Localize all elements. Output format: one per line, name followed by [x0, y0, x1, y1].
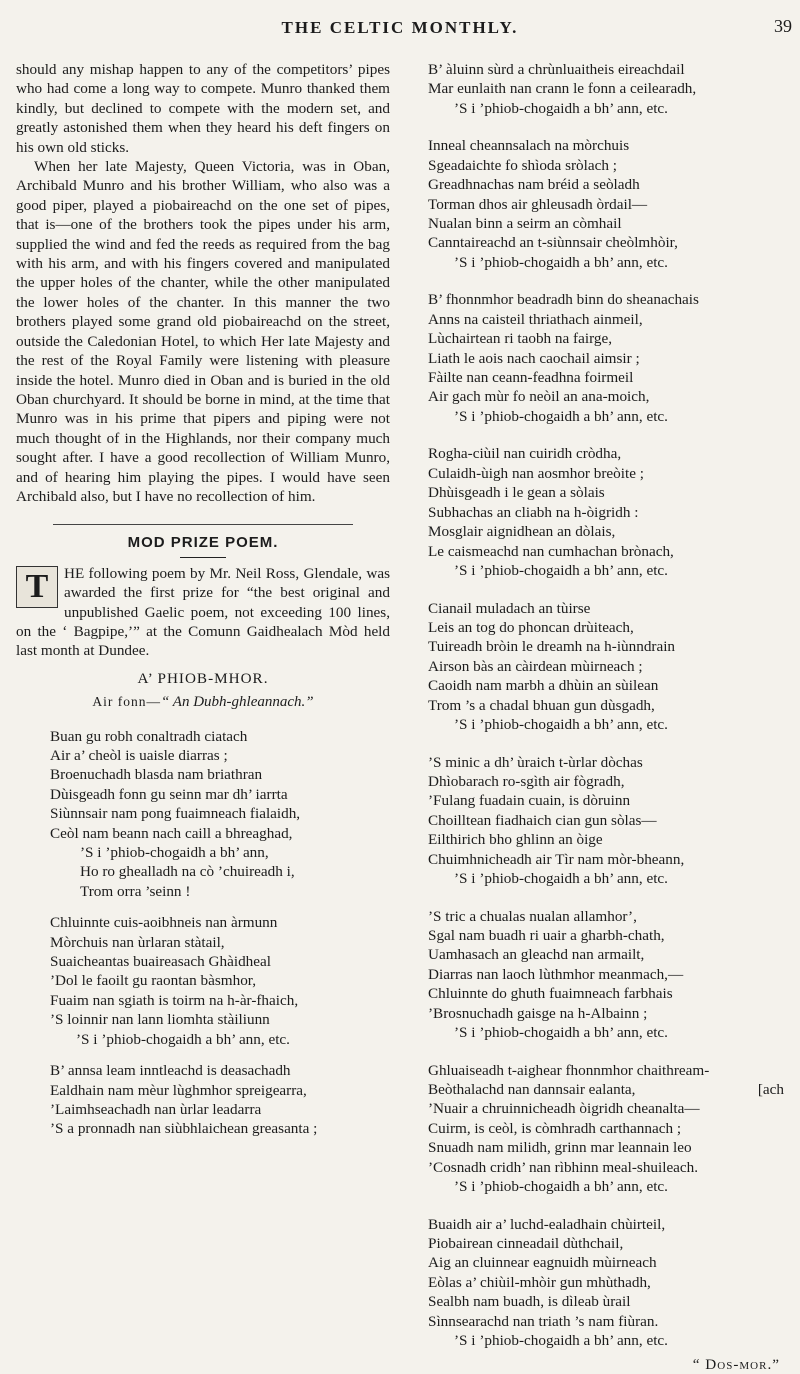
verse-line: Trom ’s a chadal bhuan gun dùsgadh, [428, 696, 655, 714]
refrain-line: ’S i ’phiob-chogaidh a bh’ ann, etc. [454, 99, 668, 117]
verse-line: Siùnnsair nam pong fuaimneach fialaidh, [50, 805, 301, 823]
verse-line: ’Brosnuchadh gaisge na h-Albainn ; [428, 1004, 648, 1022]
refrain-line: ’S i ’phiob-chogaidh a bh’ ann, etc. [454, 253, 668, 271]
verse-line: Eilthirich bho ghlinn an òige [428, 831, 603, 849]
verse-line: Sìnnsearachd nan triath ’s nam fiùran. [428, 1312, 659, 1330]
verse-line: ’Dol le faoilt gu raontan bàsmhor, [50, 972, 257, 990]
verse-line: Ghluaiseadh t-aighear fhonnmhor chaithream- [428, 1061, 710, 1079]
left-column [16, 60, 390, 1151]
verse-line: Suaicheantas buaireasach Ghàidheal [50, 953, 271, 971]
verse-line: Inneal cheannsalach na mòrchuis [428, 137, 630, 155]
air-label: Air fonn— [92, 694, 161, 710]
verse-line: Le caismeachd nan cumhachan brònach, [428, 542, 674, 560]
verse-line: Dhùisgeadh i le gean a sòlais [428, 484, 605, 502]
verse-line: Cuirm, is ceòl, is còmhradh carthannach ; [428, 1119, 682, 1137]
verse-line: Mòrchuis nan ùrlaran stàtail, [50, 933, 225, 951]
verse-line: Subhachas an cliabh na h-òigridh : [428, 503, 639, 521]
verse-line: Tuireadh bròin le dreamh na h-iùnndrain [428, 638, 676, 656]
verse-line: Greadhnachas nam bréid a seòladh [428, 176, 640, 194]
stanza [418, 753, 794, 889]
verse-line: B’ annsa leam inntleachd is deasachadh [50, 1062, 291, 1080]
verse-line: ’S loinnir nan lann liomhta stàiliunn [50, 1011, 270, 1029]
verse-line: Dhìobarach ro-sgìth air fògradh, [428, 772, 625, 790]
intro-text: HE following poem by Mr. Neil Ross, Glendale, was awarded the first prize for “the best original and unpublished Gaelic poem, not exceeding 100 lines, on the ‘ Bagpipe,’” at the Comunn Gaidhealach Mòd held last month at Dundee. [16, 564, 390, 660]
verse-line: Mosglair aignidhean an dòlais, [428, 523, 616, 541]
verse-line: Lùchairtean ri taobh na fairge, [428, 330, 612, 348]
chorus-line: Ho ro ghealladh na cò ’chuireadh i, [80, 863, 295, 881]
verse-line [428, 1080, 794, 1099]
verse-line: Anns na caisteil thriathach ainmeil, [428, 310, 643, 328]
chorus-line: Trom orra ’seinn ! [80, 882, 191, 900]
verse-line: ’Laimhseachadh nan ùrlar leadarra [50, 1100, 262, 1118]
verse-line: Diarras nan laoch lùthmhor meanmach,— [428, 965, 684, 983]
verse-line: Buaidh air a’ luchd-ealadhain chùirteil, [428, 1215, 666, 1233]
verse-line: Uamhasach an gleachd nan armailt, [428, 946, 645, 964]
verse-line: Ceòl nam beann nach caill a bhreaghad, [50, 824, 293, 842]
stanza [418, 60, 794, 118]
verse-line: Rogha-ciùil nan cuiridh cròdha, [428, 445, 622, 463]
chorus-line: ’S i ’phiob-chogaidh a bh’ ann, [80, 844, 269, 862]
journal-title: THE CELTIC MONTHLY. [281, 18, 519, 37]
verse-line: Leis an tog do phoncan drùiteach, [428, 618, 634, 636]
verse-line: Fàilte nan ceann-feadhna foirmeil [428, 369, 634, 387]
verse-line: Nualan binn a seirm an còmhail [428, 215, 622, 233]
stanza [418, 599, 794, 735]
verse-line: Broenuchadh blasda nam briathran [50, 766, 263, 784]
verse-line: Chluinnte cuis-aoibhneis nan àrmunn [50, 914, 278, 932]
divider [180, 557, 226, 558]
stanza [418, 907, 794, 1043]
refrain-line: ’S i ’phiob-chogaidh a bh’ ann, etc. [454, 1332, 668, 1350]
verse-line: Cianail muladach an tùirse [428, 599, 591, 617]
page-number: 39 [774, 16, 792, 36]
verse-line: B’ fhonnmhor beadradh binn do sheanachais [428, 291, 699, 309]
overflow-fragment: [ach [757, 1081, 784, 1098]
air-name: “ An Dubh-ghleannach.” [160, 694, 314, 711]
verse-line: Aig an cluinnear eagnuidh mùirneach [428, 1254, 657, 1272]
stanza [418, 290, 794, 426]
page-header [0, 14, 800, 42]
refrain-line: ’S i ’phiob-chogaidh a bh’ ann, etc. [454, 715, 668, 733]
verse-line: Dùisgeadh fonn gu seinn mar dh’ iarrta [50, 785, 288, 803]
verse-line: Sgeadaichte fo shìoda sròlach ; [428, 156, 617, 174]
verse-line: Airson bàs an càirdean mùirneach ; [428, 657, 643, 675]
stanza [16, 913, 390, 1049]
verse-line: Mar eunlaith nan crann le fonn a ceilearadh, [428, 80, 697, 98]
verse-line: ’Cosnadh cridh’ nan rìbhinn meal-shuileach. [428, 1158, 699, 1176]
refrain-line: ’S i ’phiob-chogaidh a bh’ ann, etc. [454, 869, 668, 887]
stanza [418, 136, 794, 272]
refrain-line: ’S i ’phiob-chogaidh a bh’ ann, etc. [76, 1030, 290, 1048]
verse-line: Ealdhain nam mèur lùghmhor spreigearra, [50, 1081, 307, 1099]
author-signature: “ Dos-mor.” [692, 1355, 780, 1373]
verse-line: Culaidh-ùigh nan aosmhor breòite ; [428, 464, 644, 482]
refrain-line: ’S i ’phiob-chogaidh a bh’ ann, etc. [454, 1178, 668, 1196]
stanza [418, 444, 794, 580]
paragraph: should any mishap happen to any of the competitors’ pipes who had come a long way to compete. Munro thanked them kindly, but declined to compete with the modern set, and greatly astonished them when they heard his deft fingers on his own old sticks. [16, 61, 390, 156]
poem-title: A’ PHIOB-MHOR. [137, 669, 269, 687]
refrain-line: ’S i ’phiob-chogaidh a bh’ ann, etc. [454, 407, 668, 425]
verse-line: Sealbh nam buadh, is dìleab ùrail [428, 1293, 631, 1311]
right-column [418, 60, 794, 1374]
stanza [418, 1215, 794, 1351]
verse-line: ’Nuair a chruinnicheadh òigridh cheanalta— [428, 1100, 700, 1118]
verse-line: Choilltean fiadhaich cian gun sòlas— [428, 811, 657, 829]
verse-line: Canntaireachd an t-siùnnsair cheòlmhòir, [428, 234, 678, 252]
verse-line: ’S minic a dh’ ùraich t-ùrlar dòchas [428, 753, 643, 771]
refrain-line: ’S i ’phiob-chogaidh a bh’ ann, etc. [454, 561, 668, 579]
drop-cap: T [16, 566, 58, 608]
verse-line: Buan gu robh conaltradh ciatach [50, 727, 248, 745]
verse-line: Torman dhos air ghleusadh òrdail— [428, 195, 648, 213]
verse-line: ’S a pronnadh nan siùbhlaichean greasanta ; [50, 1120, 318, 1138]
stanza [16, 727, 390, 902]
poem-intro [16, 564, 390, 661]
verse-line: Caoidh nam marbh a dhùin an sùilean [428, 677, 659, 695]
section-title: MOD PRIZE POEM. [127, 534, 279, 552]
verse-line: Eòlas a’ chiùil-mhòir gun mhùthadh, [428, 1273, 651, 1291]
verse-line: ’Fulang fuadain cuain, is dòruinn [428, 792, 631, 810]
verse-line: Sgal nam buadh ri uair a gharbh-chath, [428, 926, 665, 944]
stanza [418, 1061, 794, 1197]
verse-line: B’ àluinn sùrd a chrùnluaitheis eireachdail [428, 61, 685, 78]
paragraph: When her late Majesty, Queen Victoria, was in Oban, Archibald Munro and his brother William, who also was a good piper, played a piobaireachd on the one set of pipes, that is—one of the brothers took the pipes under his arm, supplied the wind and fed the reeds as required from the bag with his arm, and with his fingers covered and manipulated the upper holes of the chanter, while the other manipulated the lower holes of the chanter. In this manner the two brothers played some grand old piobaireachd on the street, outside the Caledonian Hotel, to which Her late Majesty and the rest of the Royal Family were listening with pleasure inside the hotel. Munro died in Oban and is buried in the old Oban churchyard. It should be borne in mind, at the time that Munro was in his prime that pipers and piping were not much thought of in the Highlands, nor their company much sought after. I have a good recollection of William Munro, and of hearing him playing the pipes. I would have seen Archibald also, but I have no recollection of him. [16, 158, 390, 505]
air-line [16, 692, 390, 712]
verse-line: Snuadh nam milidh, grinn mar leannain leo [428, 1139, 692, 1157]
stanza [16, 1061, 390, 1139]
refrain-line: ’S i ’phiob-chogaidh a bh’ ann, etc. [454, 1024, 668, 1041]
article-text [16, 60, 390, 506]
verse-line: Piobairean cinneadail dùthchail, [428, 1235, 624, 1253]
verse-line: Chuimhnicheadh air Tìr nam mòr-bheann, [428, 850, 685, 868]
verse-line: Fuaim nan sgiath is toirm na h-àr-fhaich, [50, 991, 299, 1009]
verse-text: Beòthalachd nan dannsair ealanta, [428, 1081, 636, 1098]
verse-line: Air gach mùr fo neòil an ana-moich, [428, 388, 650, 406]
divider [53, 524, 353, 525]
verse-line: Air a’ cheòl is uaisle diarras ; [50, 747, 228, 764]
verse-line: Chluinnte do ghuth fuaimneach farbhais [428, 985, 673, 1003]
verse-line: Liath le aois nach caochail aimsir ; [428, 349, 640, 367]
verse-line: ’S tric a chualas nualan allamhor’, [428, 907, 637, 925]
